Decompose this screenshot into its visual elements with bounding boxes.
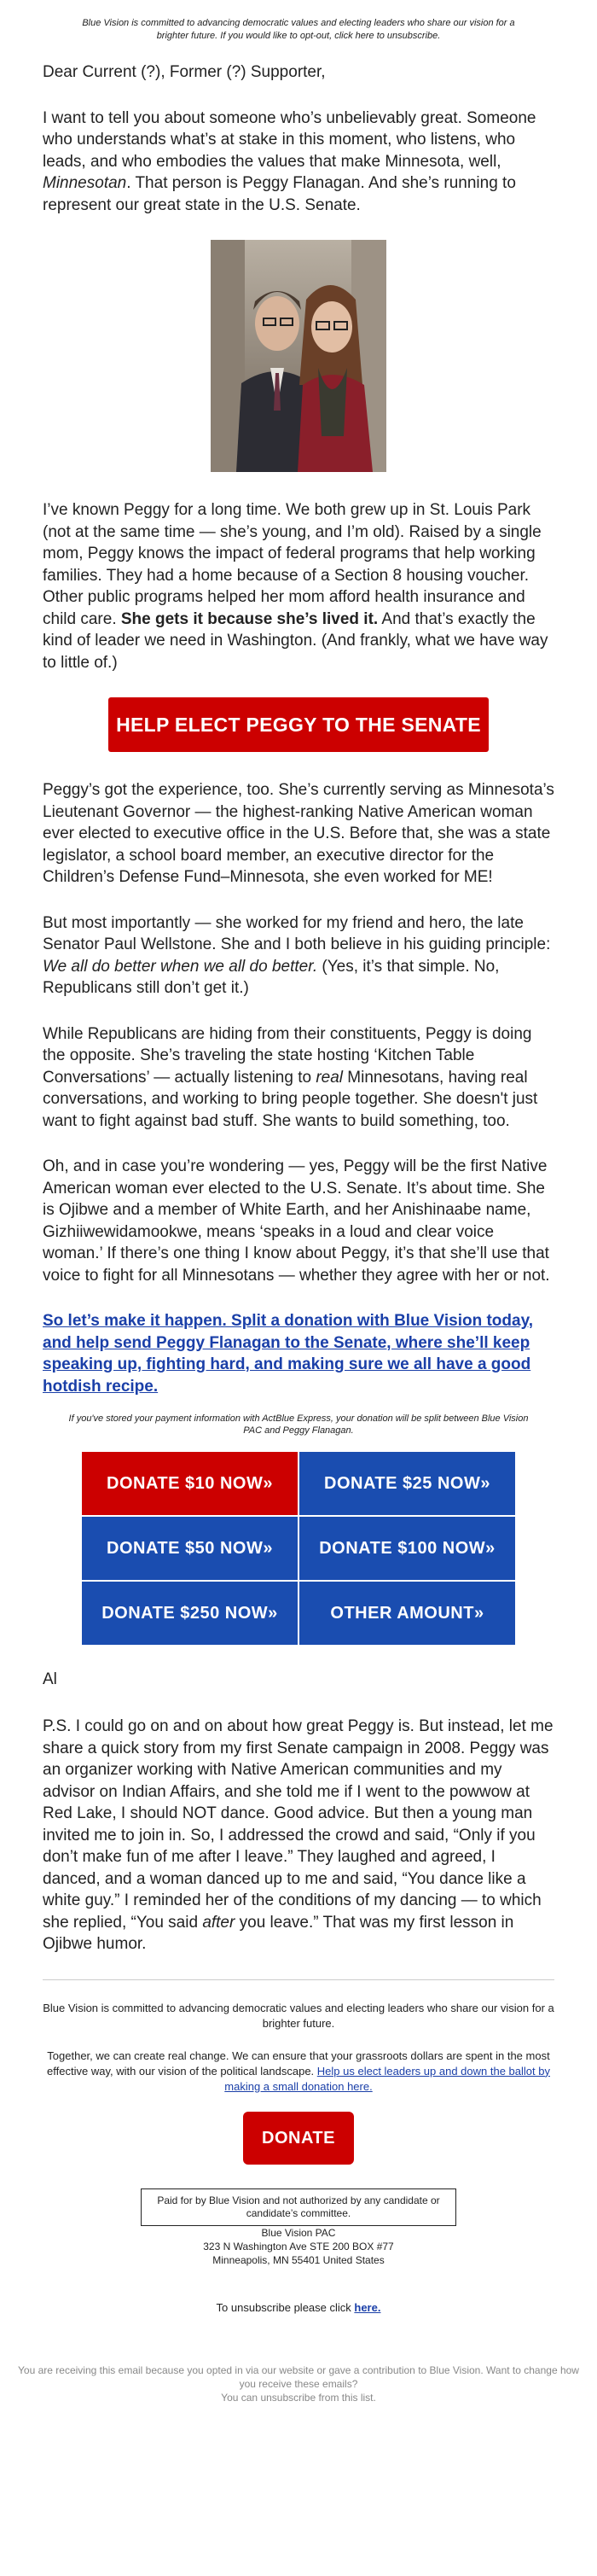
donate-10-button[interactable]: DONATE $10 NOW» — [82, 1452, 298, 1515]
footer-donate-wrapper — [43, 2112, 554, 2165]
candidate-photo — [211, 240, 386, 472]
wellstone-paragraph: But most importantly — she worked for my friend and hero, the late Senator Paul Wellstone. She and I both believe in his guiding principle: We all do better when we all do better. (Yes, it’s that simple. No, Republicans still don’t get it.) — [43, 913, 551, 997]
ps-paragraph: P.S. I could go on and on about how great Peggy is. But instead, let me share a quick story from my first Senate campaign in 2008. Peggy was an organizer working with Native American communities and my advisor on Indian Affairs, and she told me if I went to the powwow at Red Lake, I should NOT dance. Good advice. But then a young man invited me to join in. So, I addressed the crowd and said, “Only if you don’t make fun of me after I leave.” They laughed and agreed, I danced, and a woman danced up to me and said, “You dance like a white guy.” I reminded her of the conditions of my dancing — to which she replied, “You said after you leave.” That was my first lesson in Ojibwe humor. — [43, 1717, 554, 1953]
footer-donation-link[interactable]: Help us elect leaders up and down the ballot by making a small donation here. — [224, 2064, 550, 2093]
bottom-notice-text[interactable]: You are receiving this email because you opted in via our website or gave a contribution to Blue Vision. Want to change how you receive these emails? — [18, 2363, 579, 2390]
footer-divider — [43, 1979, 554, 1980]
greeting: Dear Current (?), Former (?) Supporter, — [43, 63, 326, 81]
unsubscribe-line: To unsubscribe please click here. — [216, 2300, 381, 2314]
footer-donate-button[interactable]: DONATE — [243, 2112, 354, 2165]
donate-100-button[interactable]: DONATE $100 NOW» — [299, 1517, 515, 1580]
donate-button-grid — [82, 1452, 515, 1645]
address-line: 323 N Washington Ave STE 200 BOX #77 — [203, 2240, 394, 2253]
preheader-unsubscribe-link[interactable]: Blue Vision is committed to advancing democratic values and electing leaders who share our vision for a brighter future. If you would like to opt-out, click here to unsubscribe. — [82, 18, 515, 41]
footer-together: Together, we can create real change. We can ensure that your grassroots dollars are spent in the most effective way, with our vision of the political landscape. Help us elect leaders up and down the ballot by making a small donation here. — [47, 2049, 550, 2093]
kitchen-table-paragraph: While Republicans are hiding from their constituents, Peggy is doing the opposite. She’s traveling the state hosting ‘Kitchen Table Conversations’ — actually listening to real Minnesotans, having real conversations, and working to bring people together. She doesn't just want to fight against bad stuff. She wants to build something, too. — [43, 1024, 538, 1130]
paid-for-disclaimer: Paid for by Blue Vision and not authorized by any candidate or candidate’s committee. — [141, 2188, 456, 2226]
signature: Al — [43, 1670, 57, 1688]
first-native-paragraph: Oh, and in case you’re wondering — yes, Peggy will be the first Native American woman ever elected to the U.S. Senate. It’s about time. She is Ojibwe and a member of White Earth, and her Anishinaabe name, Gizhiiwewidamookwe, means ‘speaks in a loud and clear voice woman.’ If there’s one thing I know about Peggy, it’s that she’ll use that voice to fight for all Minnesotans — whether they agree with her or not. — [43, 1157, 550, 1285]
unsubscribe-link[interactable]: here. — [354, 2300, 381, 2314]
donate-250-button[interactable]: DONATE $250 NOW» — [82, 1582, 298, 1645]
bottom-unsubscribe-text[interactable]: You can unsubscribe from this list. — [221, 2391, 376, 2404]
intro-paragraph: I want to tell you about someone who’s unbelievably great. Someone who understands what’s at stake in this moment, who listens, who leads, and who embodies the values that make Minnesota, well, Minnesotan. That person is Peggy Flanagan. And she’s running to represent our great state in the U.S. Senate. — [43, 108, 536, 214]
other-amount-button[interactable]: OTHER AMOUNT» — [299, 1582, 515, 1645]
donate-50-button[interactable]: DONATE $50 NOW» — [82, 1517, 298, 1580]
help-elect-peggy-button[interactable]: HELP ELECT PEGGY TO THE SENATE — [108, 697, 489, 752]
split-donation-link[interactable]: So let’s make it happen. Split a donation with Blue Vision today, and help send Peggy Flanagan to the Senate, where she’ll keep speaking up, fighting hard, and making sure we all have a good hotdish recipe. — [43, 1312, 534, 1396]
background-paragraph: I’ve known Peggy for a long time. We both grew up in St. Louis Park (not at the same time — she’s young, and I’m old). Raised by a single mom, Peggy knows the impact of federal programs that help working families. They had a home because of a Section 8 housing voucher. Other public programs helped her mom afford health insurance and child care. She gets it because she’s lived it. And that’s exactly the kind of leader we need in Washington. (And frankly, what we have way to little of.) — [43, 501, 548, 672]
footer-mission: Blue Vision is committed to advancing democratic values and electing leaders who share our vision for a brighter future. — [43, 2001, 554, 2030]
address-line: Minneapolis, MN 55401 United States — [212, 2253, 385, 2266]
preheader[interactable] — [43, 0, 554, 51]
address-line: Blue Vision PAC — [261, 2226, 336, 2239]
experience-paragraph: Peggy’s got the experience, too. She’s currently serving as Minnesota’s Lieutenant Governor — the highest-ranking Native American woman ever elected to executive office in the U.S. Before that, she was a state legislator, a school board member, an executive director for the Children’s Defense Fund–Minnesota, she even worked for ME! — [43, 781, 554, 886]
donate-25-button[interactable]: DONATE $25 NOW» — [299, 1452, 515, 1515]
cta-wrapper — [43, 697, 554, 752]
email-container — [43, 0, 554, 2314]
actblue-note: If you've stored your payment information with ActBlue Express, your donation will be split between Blue Vision PAC and Peggy Flanagan. — [68, 1413, 529, 1436]
mailing-address — [43, 2226, 554, 2267]
bottom-notice — [0, 2363, 597, 2404]
